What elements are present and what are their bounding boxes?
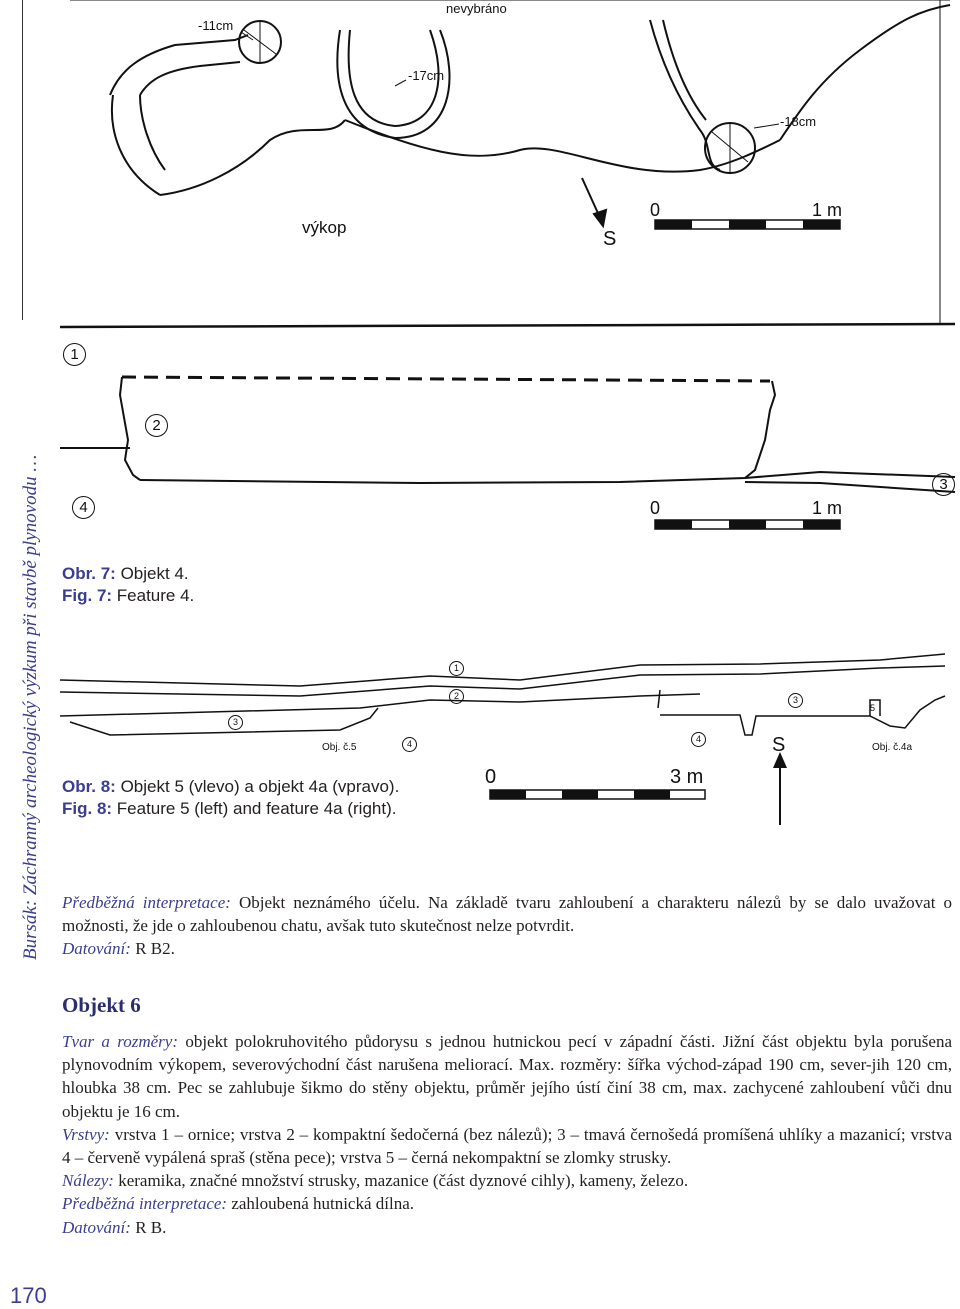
unexcavated-label: nevybráno [446, 1, 507, 16]
scale-3m-profile: 3 m [670, 766, 704, 788]
feature-6-heading: Objekt 6 [62, 993, 141, 1017]
finds-text: keramika, značné množství strusky, mazanice (část dyznové cihly), kameny, železo. [113, 1171, 689, 1191]
caption-7-en-prefix: Fig. 7: [62, 586, 113, 605]
figure-7-caption [62, 563, 194, 607]
shape-label: Tvar a rozměry: [62, 1032, 178, 1051]
feature-4a-label: Obj. č.4a [872, 742, 913, 753]
depth-label-b: -17cm [408, 68, 445, 83]
interp-label-4: Předběžná interpretace: [62, 893, 231, 912]
scale-zero-profile: 0 [485, 766, 497, 788]
caption-8-cz-prefix: Obr. 8: [62, 777, 116, 796]
scale-1m-plan: 1 m [812, 200, 843, 220]
trench-label: výkop [302, 218, 347, 237]
profile-layer-4-right: 4 [691, 732, 706, 747]
interp-label-6: Předběžná interpretace: [62, 1194, 228, 1214]
caption-8-cz-text: Objekt 5 (vlevo) a objekt 4a (vpravo). [115, 777, 400, 796]
shape-text: objekt polokruhovitého půdorysu s jednou hutnickou pecí v západní části. Jižní část objektu byla porušena plynovodním výkopem, severovýchodní část narušena meliorací. Max. rozměry: šířka východ-západ 190 cm, sever-jih 120 cm, hloubka 38 cm. Pec se zahlubuje šikmo do stěny objektu, průměr jejího ústí činí 38 cm, max. zachycené zahloubení vůči dnu objektu je 16 cm. [62, 1032, 952, 1121]
dating-label-6: Datování: [62, 1217, 131, 1237]
caption-8-en-text: Feature 5 (left) and feature 4a (right). [112, 799, 397, 818]
interp-text-4: Objekt neznámého účelu. Na základě tvaru zahloubení a charakteru nálezů by se dalo uvažovat o možnosti, že jde o zahloubenou chatu, avšak tuto skutečnost nelze potvrdit. [62, 893, 952, 936]
finds-label: Nálezy: [62, 1171, 114, 1191]
caption-7-cz-text: Objekt 4. [115, 564, 189, 583]
layers-text: vrstva 1 – ornice; vrstva 2 – kompaktní šedočerná (bez nálezů); 3 – tmavá černošedá promíšená uhlíky a mazanicí; vrstva 4 – červeně vypálená spraš (stěna pece); vrstva 5 – černá nekompaktní se zlomky strusky. [62, 1124, 952, 1168]
layer-marker-2: 2 [145, 414, 168, 437]
profile-layer-1: 1 [449, 661, 464, 676]
feature-4-interpretation [62, 891, 952, 961]
scale-zero-plan: 0 [650, 200, 661, 220]
profile-layer-2: 2 [449, 689, 464, 704]
depth-label-c: -18cm [780, 114, 817, 129]
layer-marker-3: 3 [932, 473, 955, 496]
dating-text-4: R B2. [130, 939, 175, 959]
feature-6-body [62, 1030, 952, 1239]
profile-layer-3-left: 3 [228, 715, 243, 730]
running-title: Bursák: Záchranný archeologický výzkum při stavbě plynovodu … [20, 454, 41, 960]
interp-text-6: zahloubená hutnická dílna. [227, 1194, 415, 1214]
north-label-profile: S [772, 734, 786, 756]
profile-layer-4-left: 4 [402, 737, 417, 752]
layer-marker-1: 1 [63, 343, 86, 366]
dating-label-4: Datování: [62, 939, 131, 959]
scale-1m-section: 1 m [812, 498, 843, 518]
layer-marker-4: 4 [72, 496, 95, 519]
caption-7-cz-prefix: Obr. 7: [62, 564, 116, 583]
depth-label-a: -11cm [198, 18, 234, 33]
caption-8-en-prefix: Fig. 8: [62, 799, 113, 818]
dating-text-6: R B. [130, 1217, 167, 1237]
page-number: 170 [10, 1283, 47, 1308]
feature-5-label: Obj. č.5 [322, 742, 357, 753]
layers-label: Vrstvy: [62, 1124, 110, 1144]
scale-zero-section: 0 [650, 498, 661, 518]
north-label-plan: S [603, 228, 617, 250]
caption-7-en-text: Feature 4. [112, 586, 195, 605]
profile-layer-5: 5 [870, 703, 876, 713]
figure-8-caption [62, 776, 399, 820]
profile-layer-3-right: 3 [788, 693, 803, 708]
